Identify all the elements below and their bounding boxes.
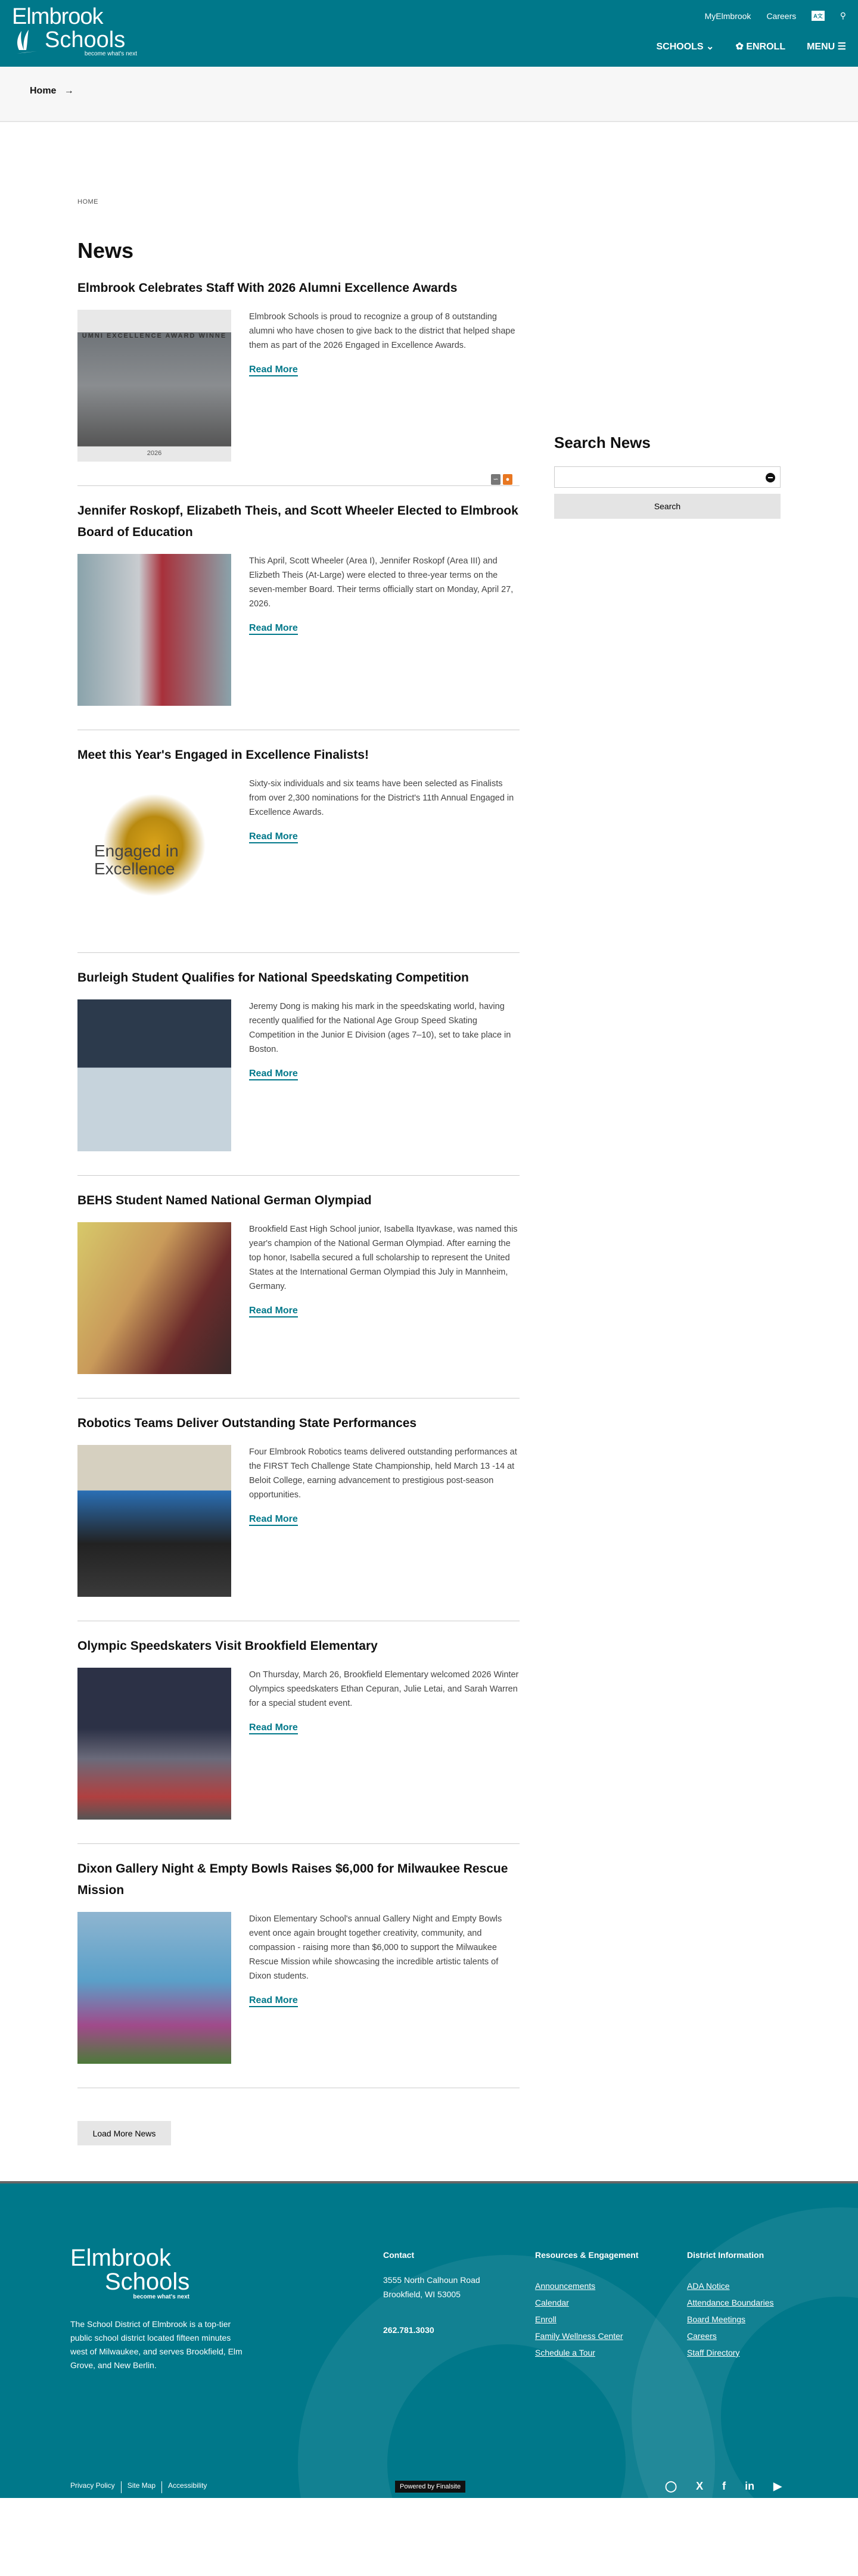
news-title[interactable]: Burleigh Student Qualifies for National Speedskating Competition [77,971,469,985]
search-sidebar [554,434,781,519]
search-icon[interactable]: ⚲ [840,11,846,20]
search-button[interactable]: Search [554,494,781,519]
footer-link[interactable]: Attendance Boundaries [687,2298,774,2307]
linkedin-icon[interactable]: in [745,2480,755,2492]
site-header [0,0,858,67]
news-thumbnail[interactable] [77,1668,231,1820]
news-summary: On Thursday, March 26, Brookfield Elementary welcomed 2026 Winter Olympics speedskaters Ethan Cepuran, Julie Letai, and Sarah Warren for a special student event. [249,1670,519,1708]
careers-link[interactable]: Careers [766,11,797,21]
x-icon[interactable]: X [696,2480,704,2492]
news-thumbnail[interactable]: Engaged in Excellence [77,777,231,929]
powered-by-badge[interactable]: Powered by Finalsite [395,2481,465,2493]
read-more-link[interactable]: Read More [249,365,298,376]
read-more-link[interactable]: Read More [249,1514,298,1526]
main-content [0,198,858,2181]
news-title[interactable]: Jennifer Roskopf, Elizabeth Theis, and Scott Wheeler Elected to Elmbrook Board of Education [77,504,518,539]
bell-icon[interactable]: ● [503,474,512,485]
news-summary: Dixon Elementary School's annual Gallery Night and Empty Bowls event once again brought together creativity, community, and compassion - raising more than $6,000 to support the Milwaukee Rescue Mission while showcasing the incredible artistic talents of Dixon students. [249,1914,502,1981]
read-more-link[interactable]: Read More [249,1306,298,1317]
news-summary: Four Elmbrook Robotics teams delivered outstanding performances at the FIRST Tech Challenge State Championship, held March 13 -14 at Beloit College, earning advancement to prestigious post-season opportunities. [249,1447,517,1500]
site-footer [0,2181,858,2498]
phone[interactable]: 262.781.3030 [383,2325,434,2335]
sidebar-title: Search News [554,434,651,451]
footer-district: District Information ADA Notice Attendance Boundaries Board Meetings Careers Staff Directory [687,2250,774,2357]
rss-icon[interactable]: ∽ [491,474,500,485]
news-title[interactable]: BEHS Student Named National German Olympiad [77,1194,372,1207]
schools-dropdown[interactable]: SCHOOLS ⌄ [656,42,714,52]
news-item [77,486,520,730]
footer-description: The School District of Elmbrook is a top-tier public school district located fifteen minutes west of Milwaukee, and serves Brookfield, Elm Grove, and New Berlin. [70,2319,243,2370]
feed-icons [491,474,512,485]
news-summary: This April, Scott Wheeler (Area I), Jennifer Roskopf (Area III) and Elizbeth Theis (At-Large) were elected to three-year terms on the seven-member Board. Their terms officially start on Monday, April 27, 2026. [249,556,514,609]
footer-link[interactable]: Enroll [535,2315,557,2324]
utility-nav [705,11,846,21]
footer-logo: Elmbrook Schools become what's next [70,2245,190,2300]
footer-link[interactable]: ADA Notice [687,2281,730,2291]
footer-link[interactable]: Staff Directory [687,2348,740,2357]
breadcrumb-home[interactable]: Home [30,86,57,96]
footer-link[interactable]: Calendar [535,2298,569,2307]
youtube-icon[interactable]: ▶ [773,2480,782,2492]
news-item [77,1844,520,2088]
news-title[interactable]: Meet this Year's Engaged in Excellence Finalists! [77,748,369,762]
arrow-right-icon: → [58,86,74,96]
footer-legal [70,2481,207,2493]
news-item [77,1621,520,1844]
read-more-link[interactable]: Read More [249,1722,298,1734]
news-summary: Sixty-six individuals and six teams have been selected as Finalists from over 2,300 nominations for the District's 11th Annual Engaged in Excellence Awards. [249,779,514,817]
news-summary: Jeremy Dong is making his mark in the speedskating world, having recently qualified for the National Age Group Speed Skating Competition in the Junior E Division (ages 7–10), set to take place in Boston. [249,1002,511,1054]
news-title[interactable]: Olympic Speedskaters Visit Brookfield Elementary [77,1639,378,1653]
menu-button[interactable]: MENU ☰ [807,42,846,52]
news-item [77,1398,520,1621]
news-thumbnail[interactable]: UMNI EXCELLENCE AWARD WINNE 2026 [77,310,231,462]
main-nav [656,41,846,52]
news-title[interactable]: Robotics Teams Deliver Outstanding State Performances [77,1416,417,1430]
read-more-link[interactable]: Read More [249,831,298,843]
footer-link[interactable]: Careers [687,2331,717,2341]
load-more-button[interactable]: Load More News [77,2121,171,2145]
search-field [554,466,781,488]
news-thumbnail[interactable] [77,554,231,706]
accessibility-link[interactable]: Accessibility [168,2481,207,2490]
news-thumbnail[interactable] [77,1445,231,1597]
hamburger-icon: ☰ [837,42,846,52]
footer-link[interactable]: Board Meetings [687,2315,746,2324]
chevron-down-icon: ⌄ [706,42,714,52]
divider [121,2481,122,2493]
elmbrook-logo[interactable]: Elmbrook Schools become what's next [12,4,137,57]
social-links [665,2480,782,2493]
news-item [77,953,520,1176]
news-thumbnail[interactable] [77,999,231,1151]
footer-contact: Contact 3555 North Calhoun Road Brookfield, WI 53005 262.781.3030 [383,2250,480,2335]
footer-link[interactable]: Schedule a Tour [535,2348,595,2357]
read-more-link[interactable]: Read More [249,1069,298,1080]
breadcrumb-current: HOME [77,198,98,205]
news-summary: Elmbrook Schools is proud to recognize a group of 8 outstanding alumni who have chosen to give back to the district that helped shape them as part of the 2026 Engaged in Excellence Awards. [249,312,515,350]
news-item [77,730,520,953]
news-list [77,263,520,2088]
instagram-icon[interactable]: ◯ [664,2480,677,2492]
news-thumbnail[interactable] [77,1222,231,1374]
enroll-link[interactable]: ✿ ENROLL [735,42,786,52]
footer-link[interactable]: Family Wellness Center [535,2331,623,2341]
read-more-link[interactable]: Read More [249,623,298,635]
page-title: News [77,238,134,263]
news-title[interactable]: Elmbrook Celebrates Staff With 2026 Alumni Excellence Awards [77,281,458,295]
news-thumbnail[interactable] [77,1912,231,2064]
flower-icon: ✿ [735,42,744,52]
news-item [77,1176,520,1398]
news-summary: Brookfield East High School junior, Isabella Ityavkase, was named this year's champion of the National German Olympiad. After earning the top honor, Isabella secured a full scholarship to represent the United States at the International German Olympiad this July in Mannheim, Germany. [249,1225,518,1291]
divider [161,2481,162,2493]
news-title[interactable]: Dixon Gallery Night & Empty Bowls Raises $6,000 for Milwaukee Rescue Mission [77,1862,508,1897]
news-item [77,263,520,486]
privacy-link[interactable]: Privacy Policy [70,2481,115,2490]
myelmbrook-link[interactable]: MyElmbrook [704,11,751,21]
facebook-icon[interactable]: f [722,2480,726,2492]
search-input[interactable] [555,467,780,487]
book-leaf-icon [13,29,42,55]
translate-icon[interactable]: A文 [812,11,825,21]
footer-link[interactable]: Announcements [535,2281,596,2291]
breadcrumb-band [0,67,858,122]
clear-icon[interactable] [766,473,775,482]
sitemap-link[interactable]: Site Map [127,2481,156,2490]
read-more-link[interactable]: Read More [249,1995,298,2007]
footer-resources: Resources & Engagement Announcements Calendar Enroll Family Wellness Center Schedule a Tour [535,2250,639,2357]
